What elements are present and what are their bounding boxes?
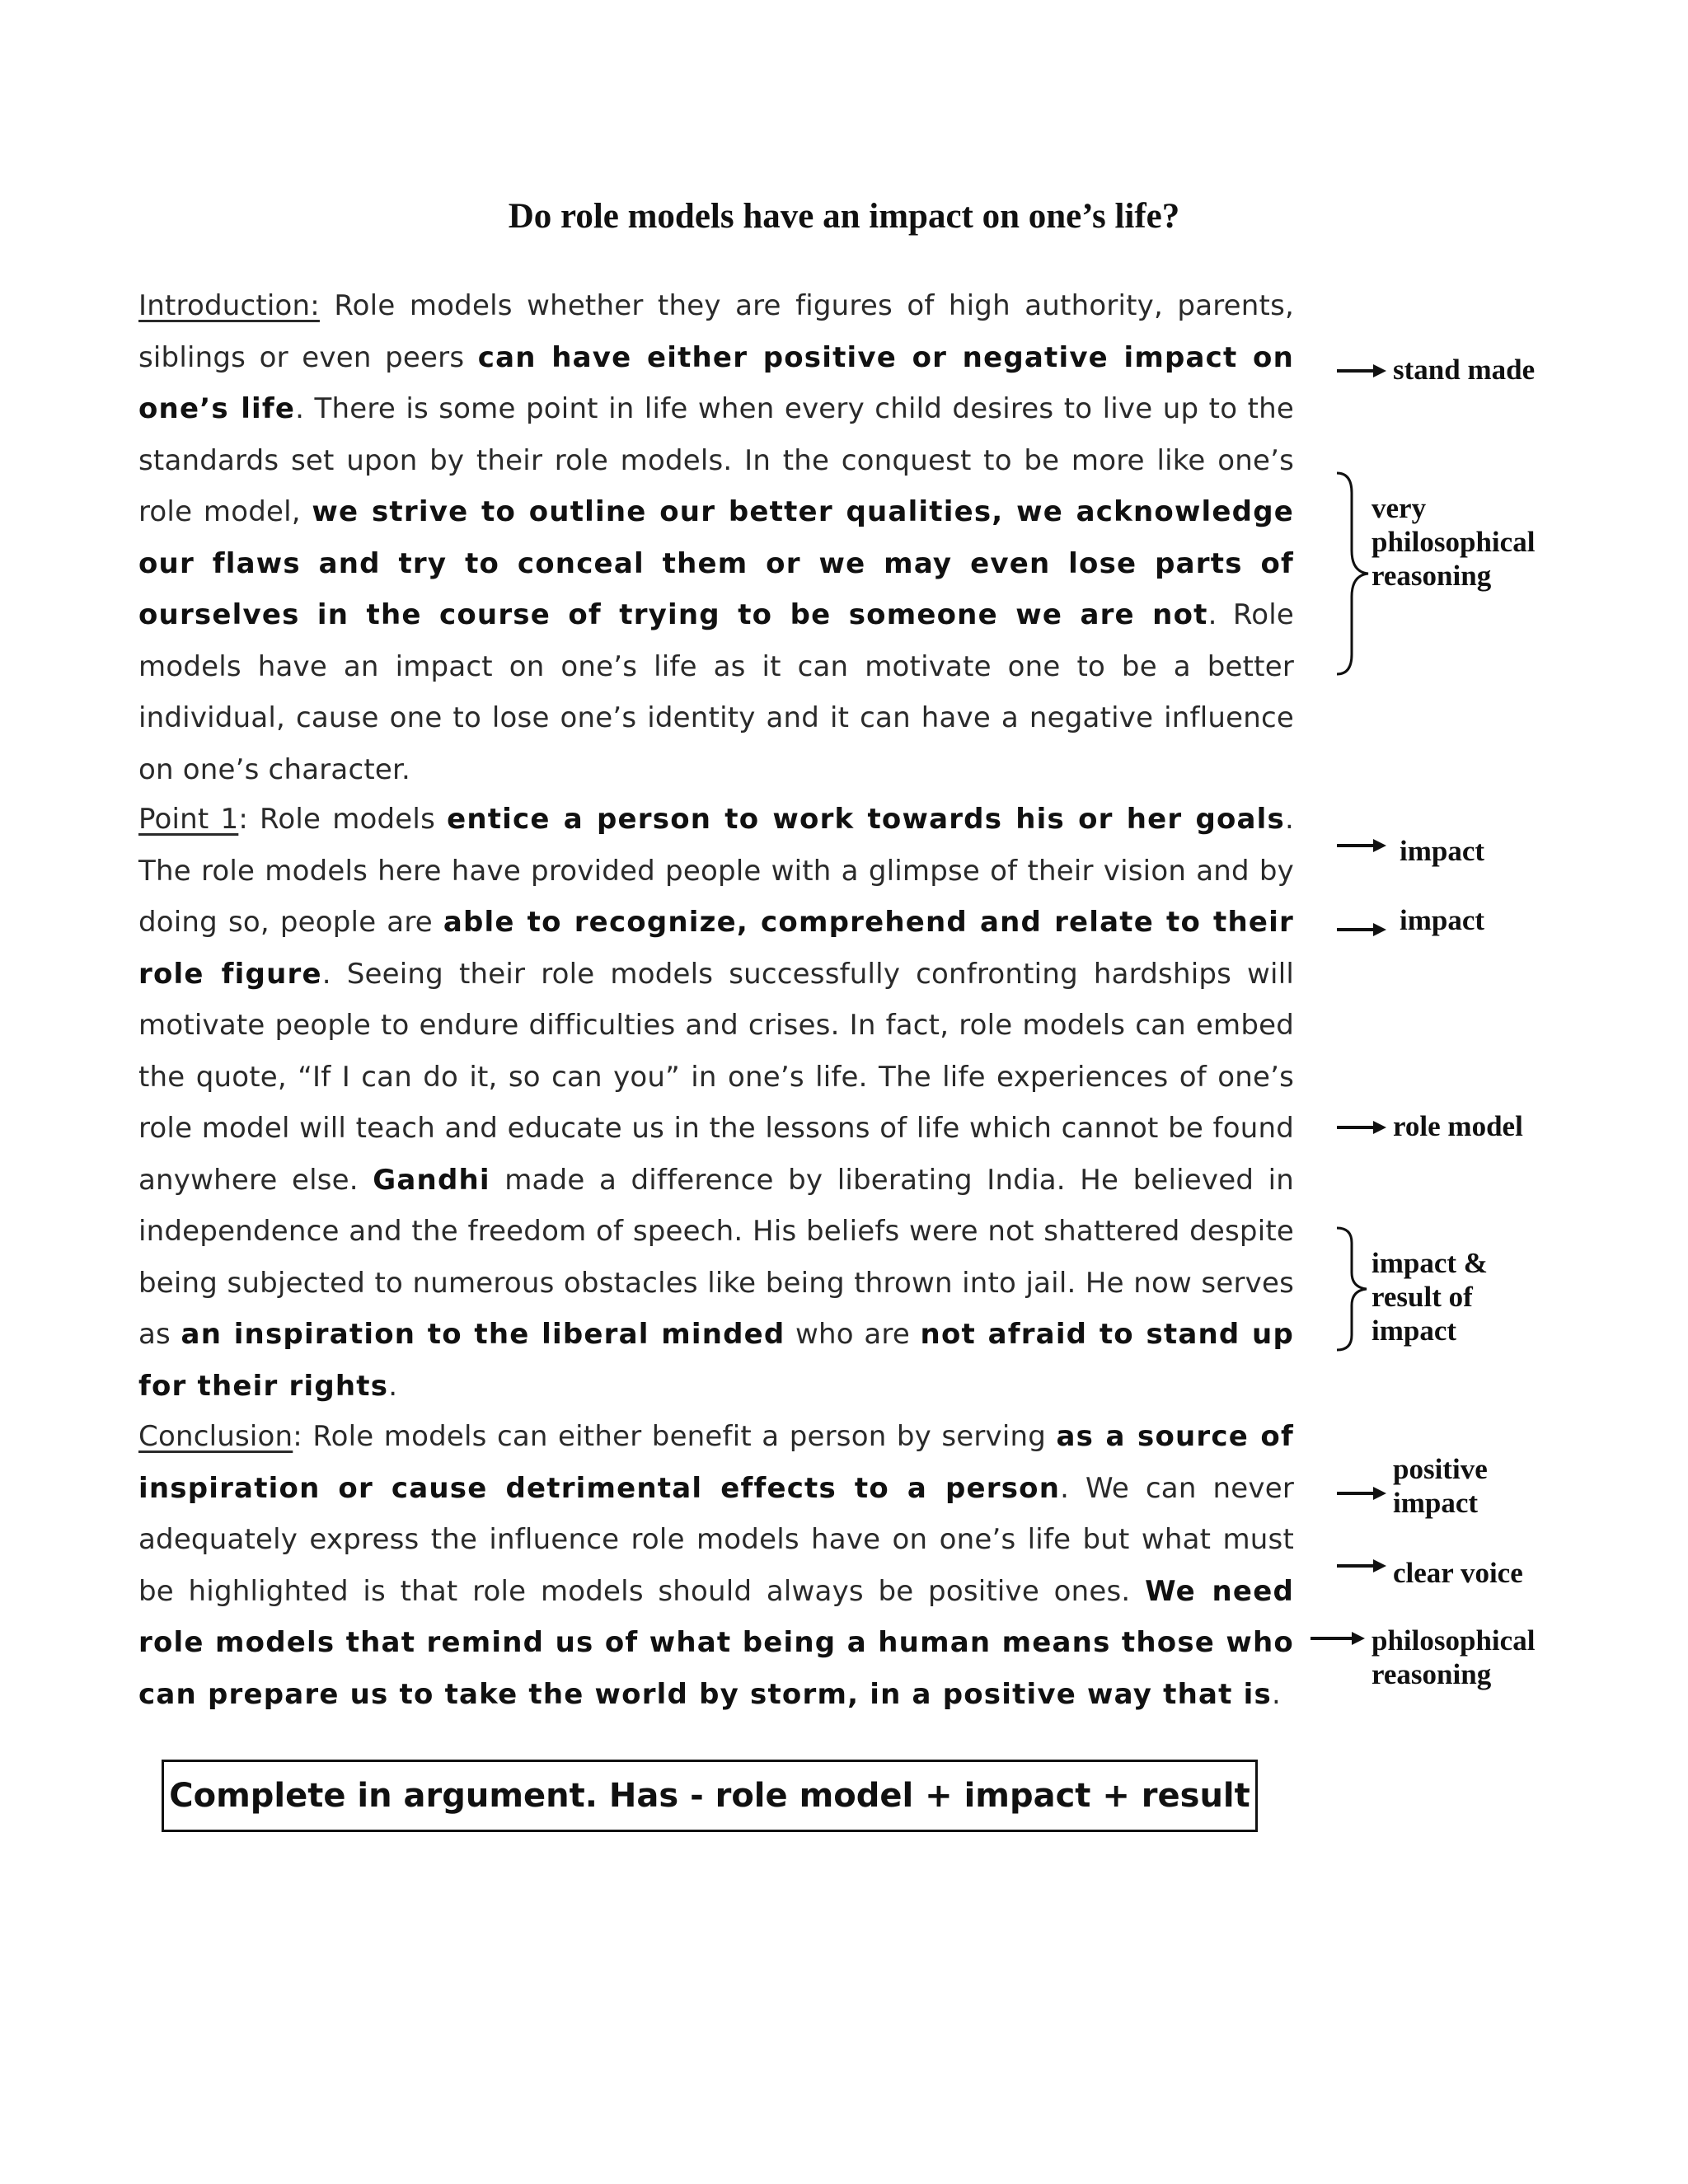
annotation-very-philosophical: very philosophical reasoning [1372, 492, 1536, 592]
annotation-stand-made: stand made [1393, 354, 1536, 386]
point1-text-5: who are [785, 1318, 921, 1351]
essay-title: Do role models have an impact on one’s life? [508, 197, 1180, 236]
point1-text-6: . [388, 1369, 398, 1403]
arrow-right-icon [1311, 1630, 1367, 1647]
conclusion-text-2: . We can never adequately express the influence role models have on one’s life but what must be highlighted is that role models should always be positive ones. [138, 1471, 1294, 1608]
intro-text-1: Role models whether they are figures of high authority, parents, siblings or even peers [138, 289, 1294, 374]
point1-text-1: : Role models [238, 803, 448, 836]
right-brace-icon [1334, 1226, 1375, 1352]
annotation-impact-result: impact & result of impact [1372, 1247, 1488, 1347]
right-brace-icon [1334, 471, 1375, 676]
intro-text-3: . Role models have an impact on one’s life as it can motivate one to be a better individual, cause one to lose one’s identity and it can have a negative influence on one’s character. [138, 598, 1294, 786]
conclusion-bold-1: as a source of inspiration or cause detrimental effects to a person [138, 1420, 1294, 1505]
conclusion-heading: Conclusion [138, 1420, 293, 1453]
introduction-paragraph [138, 280, 1294, 795]
point1-bold-4: an inspiration to the liberal minded [181, 1318, 785, 1351]
point1-text-2: . The role models here have provided people with a glimpse of their vision and by doing so, people are [138, 803, 1294, 939]
introduction-heading: Introduction: [138, 289, 320, 322]
point1-bold-5: not afraid to stand up for their rights [138, 1318, 1294, 1403]
annotation-impact-2: impact [1400, 904, 1485, 936]
annotation-impact-1: impact [1400, 835, 1485, 867]
annotation-philosophical-reasoning: philosophical reasoning [1372, 1624, 1536, 1690]
point1-paragraph [138, 794, 1294, 1412]
conclusion-bold-2: We need role models that remind us of what being a human means those who can prepare us to take the world by storm, in a positive way that is [138, 1574, 1294, 1711]
conclusion-text-1: : Role models can either benefit a person by serving [293, 1420, 1057, 1453]
intro-text-2: . There is some point in life when every child desires to live up to the standards set upon by their role models. In the conquest to be more like one’s role model, [138, 392, 1294, 528]
intro-bold-2: we strive to outline our better qualities, we acknowledge our flaws and try to conceal them or we may even lose parts of ourselves in the course of trying to be someone we are not [138, 495, 1295, 631]
arrow-right-icon [1337, 363, 1388, 379]
point1-heading: Point 1 [138, 803, 239, 836]
annotation-positive-impact: positive impact [1393, 1453, 1488, 1519]
arrow-right-icon [1337, 921, 1388, 938]
conclusion-text-3: . [1271, 1677, 1281, 1711]
arrow-right-icon [1337, 837, 1388, 854]
point1-text-4: made a difference by liberating India. He believed in independence and the freedom of speech. His beliefs were not shattered despite being subjected to numerous obstacles like being thrown into jail. He now serves as [138, 1163, 1294, 1351]
arrow-right-icon [1337, 1558, 1388, 1574]
point1-bold-1: entice a person to work towards his or her goals [447, 803, 1285, 836]
intro-bold-1: can have either positive or negative impact on one’s life [138, 340, 1294, 425]
point1-bold-2: able to recognize, comprehend and relate to their role figure [138, 906, 1294, 991]
arrow-right-icon [1337, 1119, 1388, 1136]
arrow-right-icon [1337, 1485, 1388, 1502]
annotation-role-model: role model [1393, 1110, 1523, 1142]
annotation-clear-voice: clear voice [1393, 1557, 1523, 1589]
point1-bold-3: Gandhi [373, 1163, 490, 1197]
point1-text-3: . Seeing their role models successfully confronting hardships will motivate people to endure difficulties and crises. In fact, role models can embed the quote, “If I can do it, so can you” in one’s life. The life experiences of one’s role model will teach and educate us in the lessons of life which cannot be found anywhere else. [138, 957, 1294, 1197]
summary-box: Complete in argument. Has - role model + impact + result [162, 1760, 1258, 1832]
conclusion-paragraph [138, 1411, 1294, 1720]
